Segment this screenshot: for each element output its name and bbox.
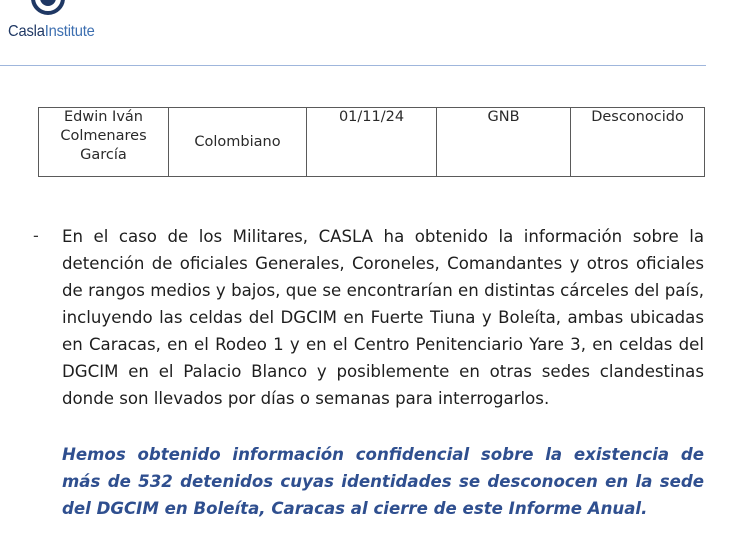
casla-logo-icon	[28, 0, 68, 18]
highlight-paragraph: Hemos obtenido información confidencial sobre la existencia de más de 532 detenidos cuyas identidades se desconocen en la sede del DGCIM en Boleíta, Caracas al cierre de este Informe Anual.	[62, 445, 704, 518]
cell-status: Desconocido	[571, 108, 705, 177]
cell-unit: GNB	[437, 108, 571, 177]
cell-name: Edwin Iván Colmenares García	[39, 108, 169, 177]
header-divider	[0, 65, 706, 66]
logo-brand-part2: Institute	[44, 23, 95, 40]
logo-brand-part1: Casla	[8, 23, 45, 40]
casla-logo-wordmark	[8, 23, 95, 41]
bullet-dash: -	[33, 226, 39, 245]
cell-date: 01/11/24	[307, 108, 437, 177]
detainees-table	[38, 107, 705, 177]
cell-nationality: Colombiano	[169, 108, 307, 177]
table-row	[39, 108, 705, 177]
military-detentions-paragraph: En el caso de los Militares, CASLA ha obtenido la información sobre la detención de oficiales Generales, Coroneles, Comandantes y otros oficiales de rangos medios y bajos, que se encontrarían en distintas cárceles del país, incluyendo las celdas del DGCIM en Fuerte Tiuna y Boleíta, ambas ubicadas en Caracas, en el Rodeo 1 y en el Centro Penitenciario Yare 3, en celdas del DGCIM en el Palacio Blanco y posiblemente en otras sedes clandestinas donde son llevados por días o semanas para interrogarlos.	[62, 227, 704, 408]
